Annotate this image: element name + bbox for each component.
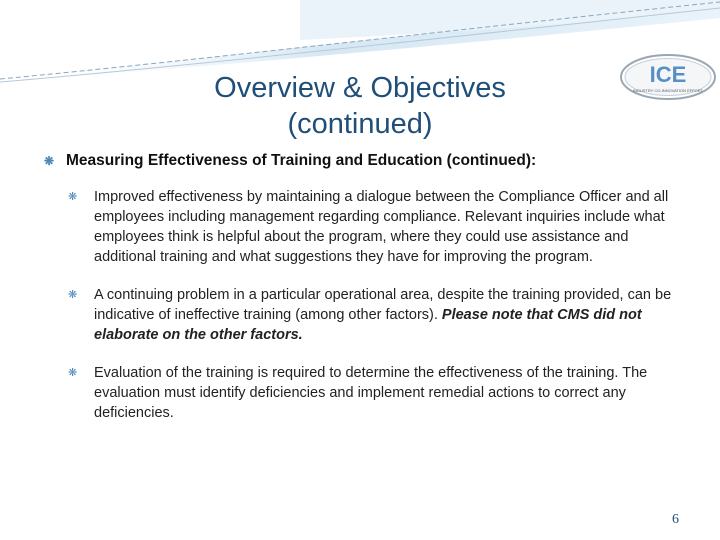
sub-bullet-text-plain: A continuing problem in a particular operational area, despite the training provided, can be indicative of ineffective training (among other factors). [94,287,672,323]
ice-logo [618,52,718,104]
sub-bullet-text: Evaluation of the training is required to determine the effectiveness of the training. The evaluation must identify deficiencies and implement remedial actions to correct any deficiencies. [94,365,648,421]
sub-bullet-item [68,363,694,423]
sub-bullet-text: Improved effectiveness by maintaining a dialogue between the Compliance Officer and all employees including management regarding compliance. Relevant inquiries include what employees think is helpful about the program, where they could use assistance and additional training and what suggestions they have for improving the program. [94,189,669,265]
main-bullet-text: Measuring Effectiveness of Training and Education (continued): [66,152,537,169]
sub-bullet-list [44,187,694,423]
bullet-icon: ❋ [68,367,78,379]
bullet-icon: ❋ [44,154,55,168]
sub-bullet-item [68,187,694,267]
slide-title-line-1: Overview & Objectives [214,72,506,104]
slide-title-line-2: (continued) [287,108,433,140]
bullet-icon: ❋ [68,289,78,301]
bullet-icon: ❋ [68,191,78,203]
slide-title [150,70,570,142]
ice-logo-mark: ICE [649,62,687,87]
slide-content [44,151,694,441]
page-number: 6 [672,512,679,527]
ice-logo-subtext: INDUSTRY CO-INNOVATION EFFORT [632,88,704,93]
sub-bullet-emphasis: Please note that CMS did not elaborate on the other factors. [94,307,642,343]
sub-bullet-item [68,285,694,345]
sub-bullet-text [94,285,684,345]
main-bullet [44,151,694,171]
